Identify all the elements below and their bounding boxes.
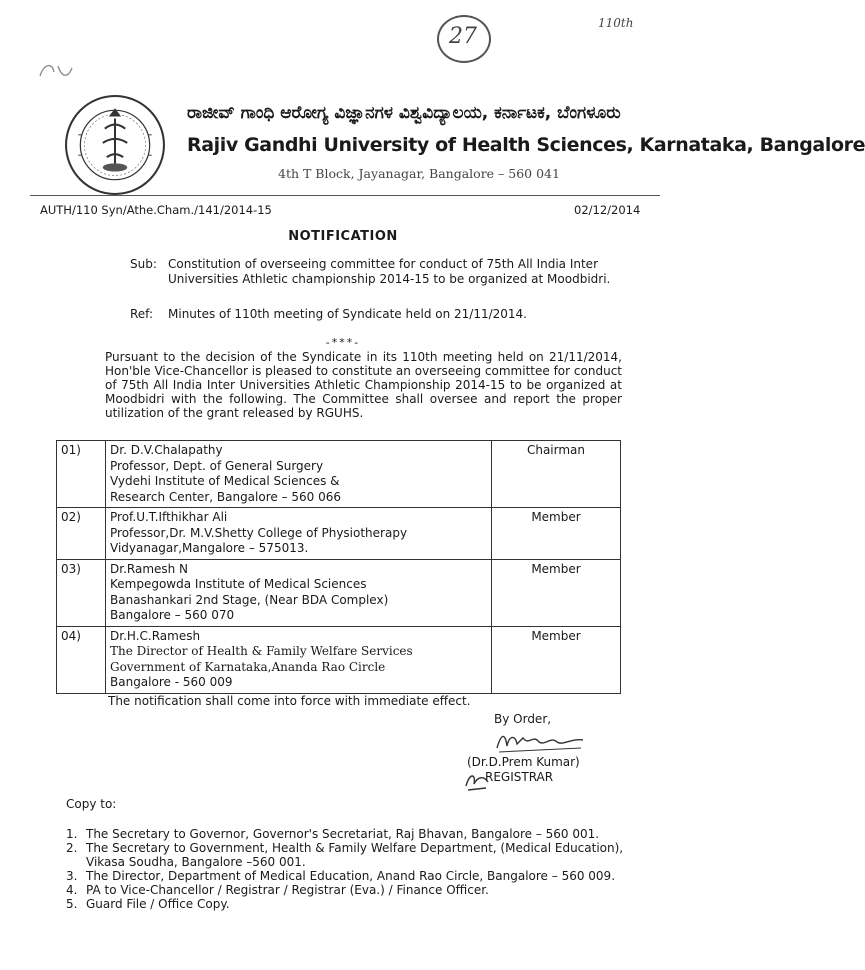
member-name: Dr. D.V.Chalapathy [110,443,223,457]
document-date: 02/12/2014 [574,203,641,217]
reference-label: Ref: [130,307,154,321]
list-text: The Secretary to Governor, Governor's Secretariat, Raj Bhavan, Bangalore – 560 001. [86,827,600,841]
member-details [106,626,492,693]
list-item [66,841,636,869]
effect-note: The notification shall come into force with immediate effect. [108,694,471,708]
member-number: 01) [57,441,106,508]
member-line: Professor, Dept. of General Surgery [110,458,324,473]
list-number: 2. [66,841,78,855]
list-text: Guard File / Office Copy. [86,897,230,911]
member-line: Vydehi Institute of Medical Sciences & [110,474,340,488]
reference-number: AUTH/110 Syn/Athe.Cham./141/2014-15 [40,203,272,217]
header-divider [30,195,660,196]
list-item [66,869,636,883]
member-number: 02) [57,508,106,560]
table-row [57,626,621,693]
member-name: Dr.H.C.Ramesh [110,628,201,643]
table-row [57,441,621,508]
member-number: 03) [57,559,106,626]
list-text: The Secretary to Government, Health & Family Welfare Department, (Medical Education), Vikasa Soudha, Bangalore –560 001. [86,841,624,869]
member-details [106,559,492,626]
member-line: Kempegowda Institute of Medical Sciences [110,577,367,591]
university-name: Rajiv Gandhi University of Health Sciences, Karnataka, Bangalore [187,134,865,156]
section-separator: -***- [325,336,361,349]
member-line: Vidyanagar,Mangalore – 575013. [110,541,309,555]
by-order: By Order, [494,712,552,726]
committee-table [56,440,621,694]
member-role: Member [492,626,621,693]
member-line: Government of Karnataka,Ananda Rao Circle [110,659,386,674]
signatory-name: (Dr.D.Prem Kumar) [467,755,580,769]
member-line: Bangalore – 560 070 [110,608,235,622]
member-name: Prof.U.T.Ifthikhar Ali [110,510,228,524]
list-number: 3. [66,869,78,883]
member-line: Bangalore - 560 009 [110,675,233,689]
member-details [106,508,492,560]
table-row [57,508,621,560]
member-role: Member [492,508,621,560]
body-paragraph: Pursuant to the decision of the Syndicate in its 110th meeting held on 21/11/2014, Hon'ble Vice-Chancellor is pleased to constitute an overseeing committee for conduct of 75th All India Inter Universities Athletic Championship 2014-15 to be organized at Moodbidri with the following. The Committee shall oversee and report the proper utilization of the grant released by RGUHS. [105,350,622,420]
university-address: 4th T Block, Jayanagar, Bangalore – 560 041 [278,166,560,181]
member-role: Chairman [492,441,621,508]
document-title: NOTIFICATION [288,229,398,244]
list-number: 5. [66,897,78,911]
list-item [66,827,636,841]
margin-scribble [36,58,76,84]
university-name-kannada: ರಾಜೀವ್ ಗಾಂಧಿ ಆರೋಗ್ಯ ವಿಜ್ಞಾನಗಳ ವಿಶ್ವವಿದ್ಯಾಲಯ, ಕರ್ನಾಟಕ, ಬೆಂಗಳೂರು [187,103,621,123]
member-line: Research Center, Bangalore – 560 066 [110,489,342,504]
corner-note: 110th [598,16,634,30]
signatory-title: REGISTRAR [485,770,554,784]
reference-text: Minutes of 110th meeting of Syndicate held on 21/11/2014. [168,307,527,321]
member-line: Banashankari 2nd Stage, (Near BDA Complex) [110,592,389,607]
list-item [66,897,636,911]
list-text: The Director, Department of Medical Education, Anand Rao Circle, Bangalore – 560 009. [86,869,616,883]
member-line: Professor,Dr. M.V.Shetty College of Physiotherapy [110,525,408,540]
member-number: 04) [57,626,106,693]
copy-to-label: Copy to: [66,797,117,811]
stamp-number: 27 [449,24,477,49]
list-text: PA to Vice-Chancellor / Registrar / Registrar (Eva.) / Finance Officer. [86,883,489,897]
member-role: Member [492,559,621,626]
member-name: Dr.Ramesh N [110,561,189,576]
registrar-signature [493,728,588,754]
subject-label: Sub: [130,257,157,271]
list-number: 1. [66,827,78,841]
subject-text: Constitution of overseeing committee for conduct of 75th All India Inter Universities Athletic championship 2014-15 to be organized at Moodbidri. [168,257,611,286]
list-item [66,883,636,897]
university-seal-logo [64,94,166,196]
copy-to-list [66,827,636,911]
list-number: 4. [66,883,78,897]
table-row [57,559,621,626]
member-line: The Director of Health & Family Welfare Services [110,644,413,658]
member-details [106,441,492,508]
